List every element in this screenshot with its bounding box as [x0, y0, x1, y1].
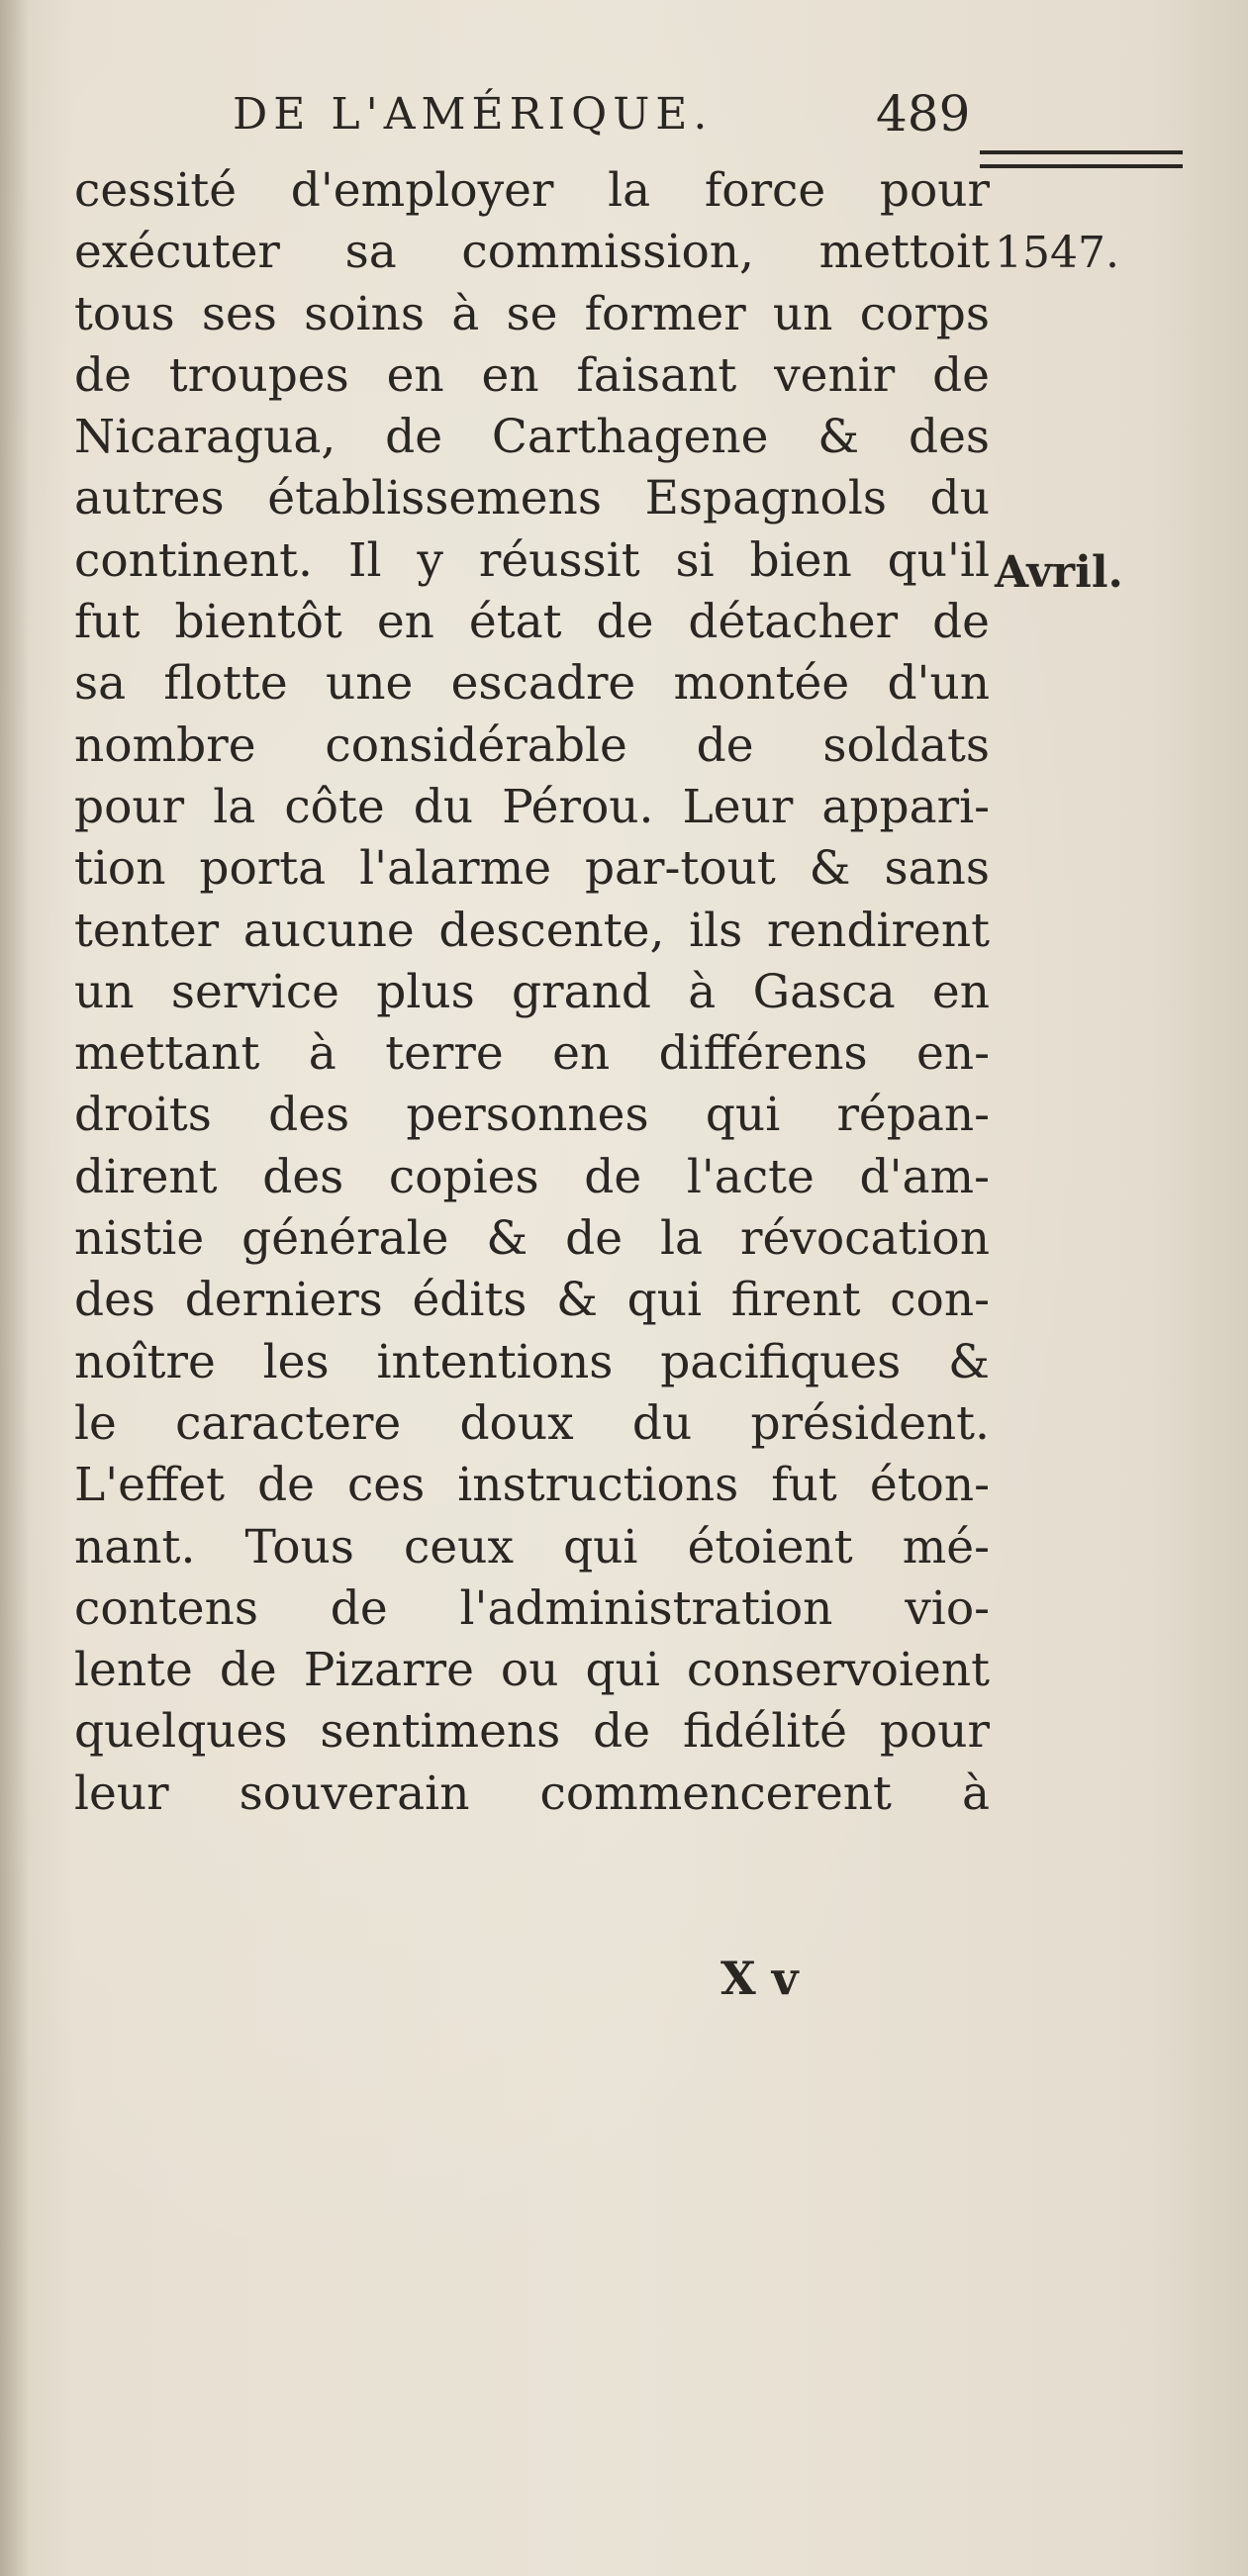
text-line: exécuter sa commission, mettoit: [74, 225, 990, 280]
text-line: nombre considérable de soldats: [74, 717, 990, 773]
text-line: leur souverain commencerent à: [74, 1765, 990, 1821]
text-line: Nicaragua, de Carthagene & des: [74, 410, 990, 465]
text-line: des derniers édits & qui firent con-: [74, 1273, 990, 1328]
running-title: DE L'AMÉRIQUE.: [233, 89, 714, 140]
header-rule-bottom: [980, 164, 1183, 168]
header-rule-top: [980, 150, 1183, 154]
text-line: nant. Tous ceux qui étoient mé-: [74, 1519, 990, 1574]
text-line: continent. Il y réussit si bien qu'il: [74, 532, 990, 588]
text-line: lente de Pizarre ou qui conservoient: [74, 1643, 990, 1698]
text-line: quelques sentimens de fidélité pour: [74, 1704, 990, 1760]
signature-mark: X v: [720, 1952, 799, 2005]
text-line: cessité d'employer la force pour: [74, 163, 990, 218]
text-line: autres établissemens Espagnols du: [74, 471, 990, 526]
text-line: mettant à terre en différens en-: [74, 1026, 990, 1082]
page-gutter-shadow: [0, 0, 30, 2576]
text-line: tion porta l'alarme par-tout & sans: [74, 841, 990, 897]
body-text: [74, 160, 990, 1825]
text-line: de troupes en en faisant venir de: [74, 347, 990, 403]
text-line: sa flotte une escadre montée d'un: [74, 656, 990, 712]
page-number: 489: [876, 85, 971, 143]
text-line: un service plus grand à Gasca en: [74, 964, 990, 1019]
margin-note-month: Avril.: [995, 547, 1123, 598]
margin-note-year: 1547.: [995, 228, 1119, 278]
text-line: nistie générale & de la révocation: [74, 1211, 990, 1267]
text-line: tous ses soins à se former un corps: [74, 286, 990, 341]
text-line: dirent des copies de l'acte d'am-: [74, 1149, 990, 1204]
text-line: pour la côte du Pérou. Leur appari-: [74, 779, 990, 834]
text-line: le caractere doux du président.: [74, 1395, 990, 1451]
text-line: droits des personnes qui répan-: [74, 1088, 990, 1143]
text-line: contens de l'administration vio-: [74, 1580, 990, 1636]
text-line: L'effet de ces instructions fut éton-: [74, 1458, 990, 1513]
text-line: fut bientôt en état de détacher de: [74, 595, 990, 650]
running-head: [233, 85, 995, 158]
text-line: tenter aucune descente, ils rendirent: [74, 903, 990, 958]
text-line: noître les intentions pacifiques &: [74, 1334, 990, 1389]
